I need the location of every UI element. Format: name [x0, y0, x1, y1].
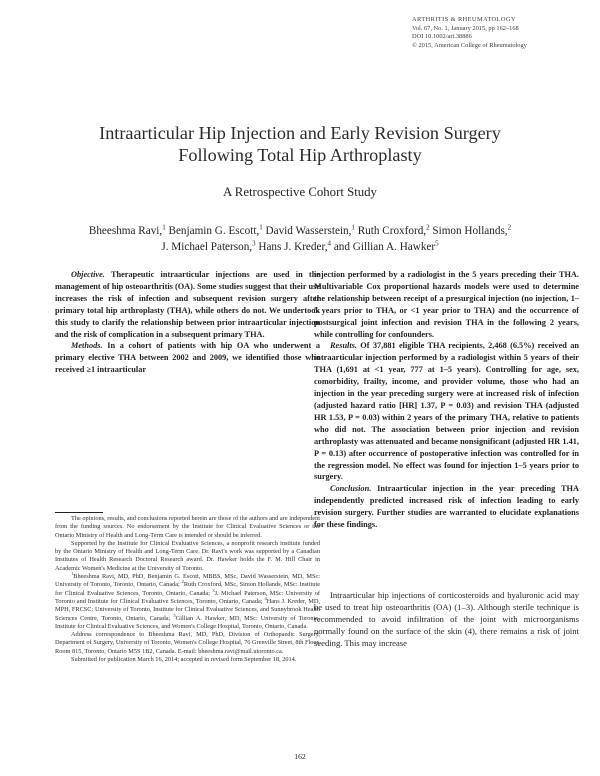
author-affiliation-mark: 5 [435, 239, 439, 248]
author-name: Benjamin G. Escott, [165, 225, 260, 237]
footnotes [55, 515, 320, 664]
affiliation-text: Bheeshma Ravi, MD, PhD, Benjamin G. Escott, MBBS, MSc, David Wasserstein, MD, MSc: University of Toronto, Toronto, Ontario, Canada; [55, 573, 320, 589]
footnote-submitted: Submitted for publication March 16, 2014; accepted in revised form September 18, 2014. [71, 656, 297, 664]
author-affiliation-mark: 3 [252, 239, 256, 248]
author-affiliation-mark: 2 [426, 223, 430, 232]
affiliation-mark: 4 [264, 595, 267, 601]
author-name: Hans J. Kreder, [255, 241, 328, 253]
abstract-left-column [55, 269, 320, 376]
author-name: Simon Hollands, [429, 225, 508, 237]
copyright: © 2015, American College of Rheumatology [412, 41, 527, 49]
author-name: Ruth Croxford, [354, 225, 427, 237]
author-affiliation-mark: 1 [351, 223, 355, 232]
page-number: 162 [294, 752, 306, 761]
conclusion-heading: Conclusion. [330, 484, 372, 494]
abstract-results [314, 340, 579, 483]
conclusion-text: Intraarticular injection in the year preceding THA independently predicted increased risk of infection leading to early revision surgery. Further studies are warranted to elucidate explanations for these findings. [314, 484, 579, 530]
volume-info: Vol. 67, No. 1, January 2015, pp 162–168 [412, 24, 519, 32]
abstract-methods-continued: injection performed by a radiologist in the 5 years preceding their THA. Multivariable Cox proportional hazards models were used to determine the relationship between receipt of a presurgical injection (no injection, 1–5 years prior to THA, or <1 year prior to THA) and the occurrence of postsurgical joint infection and revision THA in the following 2 years, while controlling for confounders. [314, 270, 579, 339]
footnote-funding: Supported by the Institute for Clinical Evaluative Sciences, a nonprofit research institute funded by the Ontario Ministry of Health and Long-Term Care. Dr. Ravi's work was supported by a Canadian Institutes of Health Research Doctoral Research award. Dr. Hawker holds the F. M. Hill Chair in Academic Women's Medicine at the University of Toronto. [55, 539, 320, 572]
article-subtitle: A Retrospective Cohort Study [223, 185, 377, 199]
affiliation-text: Gillian A. Hawker, MD, MSc: University of Toronto, Institute for Clinical Evaluative Sciences, and Women's College Hospital, Toronto, Ontario, Canada. [55, 614, 320, 630]
affiliation-text: J. Michael Paterson, MSc: University of Toronto and Institute for Clinical Evaluative Sciences, Toronto, Ontario, Canada; [55, 589, 320, 605]
footnote-disclaimer: The opinions, results, and conclusions reported herein are those of the authors and are independent from the funding sources. No endorsement by the Institute for Clinical Evaluative Sciences or the Ontario Ministry of Health and Long-Term Care is intended or should be inferred. [55, 515, 320, 539]
results-heading: Results. [330, 341, 357, 351]
affiliation-mark: 5 [173, 612, 176, 618]
journal-header [412, 16, 592, 50]
title-line-2: Following Total Hip Arthroplasty [178, 145, 422, 165]
footnote-correspondence: Address correspondence to Bheeshma Ravi, MD, PhD, Division of Orthopaedic Surgery, Department of Surgery, University of Toronto, Women's College Hospital, 76 Grenville Street, 8th Floor, Room 815, Toronto, Ontario M5S 1B2, Canada. E-mail: bheeshma.ravi@mail.utoronto.ca. [55, 631, 320, 655]
author-list [40, 223, 560, 255]
article-title [40, 122, 560, 166]
doi: DOI 10.1002/art.38886 [412, 33, 472, 41]
affiliation-text: Hans J. Kreder, MD, MPH, FRCSC: University of Toronto, Institute for Clinical Evaluative Sciences, and Sunnybrook Health Sciences Centre, Toronto, Ontario, Canada; [55, 597, 321, 622]
author-name: David Wasserstein, [262, 225, 352, 237]
author-line-2 [40, 239, 560, 255]
abstract-conclusion [314, 483, 579, 531]
methods-heading: Methods. [71, 341, 103, 351]
title-line-1: Intraarticular Hip Injection and Early Revision Surgery [99, 123, 501, 143]
footnote-affiliations [55, 570, 321, 631]
affiliation-mark: 1 [71, 570, 74, 576]
methods-text: In a cohort of patients with hip OA who underwent a primary elective THA between 2002 and 2009, we identified those who received ≥1 intraarticular [55, 341, 320, 375]
intro-paragraph: Intraarticular hip injections of corticosteroids and hyaluronic acid may be used to treat hip osteoarthritis (OA) (1–3). Although sterile technique is recommended to avoid infiltration of the joint with microorganisms normally found on the surface of the skin (4), there remains a risk of joint seeding. This may increase [314, 590, 579, 649]
author-name: J. Michael Paterson, [161, 241, 253, 253]
results-text: Of 37,881 eligible THA recipients, 2,468 (6.5%) received an intraarticular injection performed by a radiologist within 5 years of their THA (1,691 at <1 year, 777 at 1–5 years). Controlling for age, sex, comorbidity, frailty, income, and provider volume, those who had an injection in the year preceding surgery were at increased risk of infection (adjusted hazard ratio [HR] 1.37, P = 0.03) and revision THA (adjusted HR 1.53, P = 0.03) within 2 years of the primary THA, relative to patients who did not. The association between prior injection and revision arthroplasty was attenuated and became nonsignificant (adjusted HR 1.41, P = 0.13) after occurrence of postoperative infection was controlled for in the regression model. No effect was found for injection 1–5 years prior to surgery. [314, 341, 579, 482]
author-affiliation-mark: 1 [259, 223, 263, 232]
affiliation-text: Ruth Croxford, MSc, Simon Hollands, MSc: Institute for Clinical Evaluative Sciences, Toronto, Ontario, Canada; [55, 581, 320, 597]
author-affiliation-mark: 1 [162, 223, 166, 232]
affiliation-mark: 3 [212, 587, 215, 593]
author-affiliation-mark: 4 [327, 239, 332, 248]
objective-heading: Objective. [71, 270, 105, 279]
footnote-divider [55, 512, 103, 513]
objective-text: Therapeutic intraarticular injections are used in the management of hip osteoarthritis (OA). Some studies suggest that their use increases the risk of infection and subsequent revision surgery after primary total hip arthroplasty (THA), while others do not. We undertook this study to clarify the relationship between prior intraarticular injection and the risk of complication in a subsequent primary THA. [55, 270, 320, 339]
abstract-objective [55, 269, 320, 340]
author-name: and Gillian A. Hawker [331, 241, 436, 253]
author-affiliation-mark: 2 [507, 223, 512, 232]
abstract-methods [55, 340, 320, 376]
affiliation-mark: 2 [181, 579, 184, 585]
introduction [314, 589, 579, 649]
author-line-1 [40, 223, 560, 239]
author-name: Bheeshma Ravi, [88, 225, 163, 237]
journal-name: ARTHRITIS & RHEUMATOLOGY [412, 16, 516, 23]
abstract-right-column [314, 269, 579, 531]
